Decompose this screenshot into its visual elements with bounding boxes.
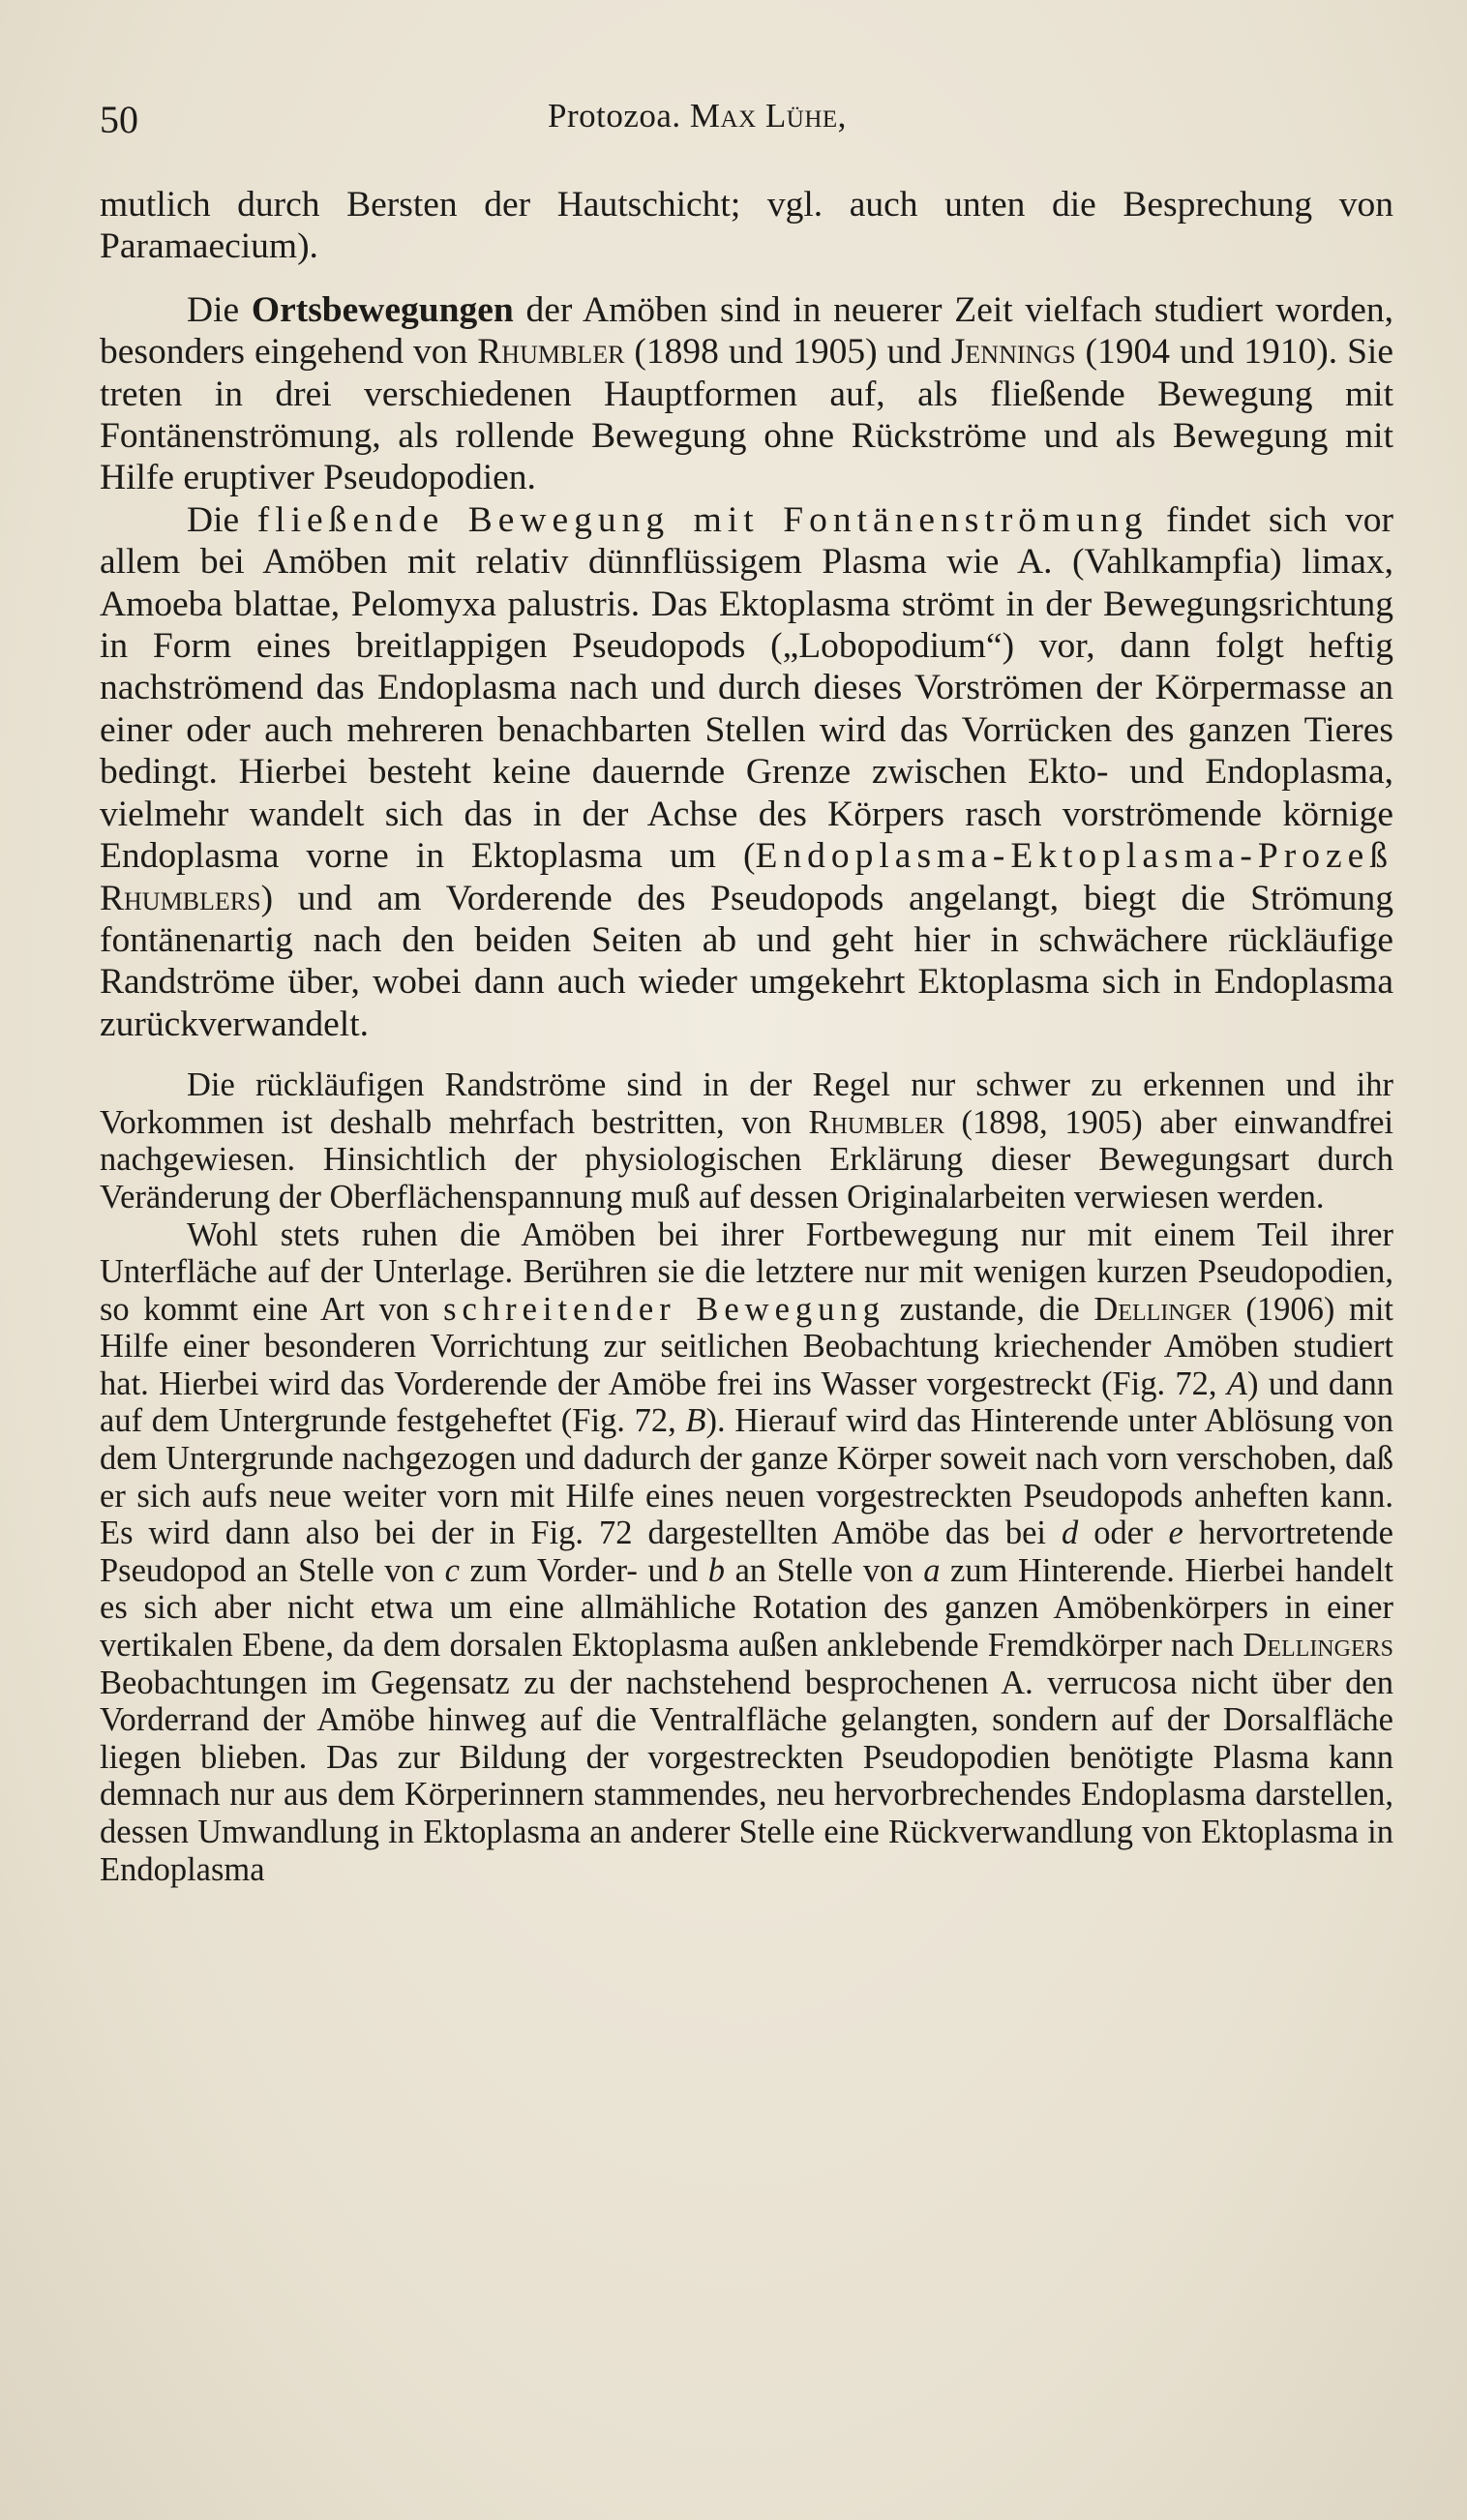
author-name: Max Lühe, <box>689 97 847 135</box>
text-run: Beobachtungen im Gegensatz zu der nachstehend besprochenen A. verrucosa nicht über den Vorderrand der Amöbe hinweg auf die Ventralfläche gelangten, sondern auf der Dorsalfläche liegen blieben. Das zur Bildung der vorgestreckten Pseudopodien benötigte Plasma kann demnach nur aus dem Körperinnern stammendes, neu hervorbrechendes Endoplasma darstellen, dessen Umwandlung in Ektoplasma an anderer Stelle eine Rückverwandlung von Ektoplasma in Endoplasma <box>100 1664 1393 1888</box>
emphasis-fliessende-bewegung: fließende Bewegung mit Fontänenströmung <box>256 499 1149 540</box>
running-header <box>100 97 1396 145</box>
text-run: zum Hinterende. Hierbei handelt es sich aber nicht etwa um eine allmähliche Rotation des ganzen Amöbenkörpers in einer vertikalen Ebene, da dem dorsalen Ektoplasma außen anklebende Fremdkörper nach <box>100 1551 1393 1665</box>
text-run: Die <box>187 289 252 330</box>
author-ref-rhumbler: Rhumbler <box>477 332 625 373</box>
page-number: 50 <box>100 98 138 141</box>
figure-letter-d: d <box>1061 1515 1079 1552</box>
text-run: (1898, 1905) aber einwandfrei nachgewiesen. Hinsichtlich der physiologischen Erklärung dieser Bewegungsart durch Veränderung der Oberflächenspannung muß auf dessen Originalarbeiten verwiesen werden. <box>100 1103 1394 1215</box>
text-run: der Amöben sind in neuerer Zeit vielfach studiert worden, besonders eingehend von <box>100 289 1393 373</box>
author-ref-dellingers: Dellingers <box>1242 1627 1393 1665</box>
text-run: hervortretende Pseudopod an Stelle von <box>100 1515 1393 1589</box>
text-run: (1906) mit Hilfe einer besonderen Vorrichtung zur seitlichen Beobachtung kriechender Amöben studiert hat. Hierbei wird das Vorderende der Amöbe frei ins Wasser vorgestreckt (Fig. 72, <box>100 1290 1393 1402</box>
figure-letter-a: a <box>923 1551 941 1589</box>
text-run: Die <box>187 499 257 540</box>
small-print-section <box>100 1066 1393 1888</box>
paragraph-ortsbewegungen <box>100 289 1393 499</box>
text-run: (1904 und 1910). Sie treten in drei verschiedenen Hauptformen auf, als fließende Bewegung mit Fontänenströmung, als rollende Bewegung ohne Rückströme und als Bewegung mit Hilfe eruptiver Pseudopodien. <box>100 332 1393 498</box>
paragraph-fliessende-bewegung <box>100 499 1393 1045</box>
text-run: Wohl stets ruhen die Amöben bei ihrer Fortbewegung nur mit einem Teil ihrer Unterfläche auf der Unterlage. Berühren sie die letztere nur mit wenigen kurzen Pseudopodien, so kommt eine Art von <box>100 1215 1393 1328</box>
body-text <box>100 184 1393 1888</box>
paragraph-randstroeme <box>100 1066 1393 1215</box>
text-run: ) und am Vorderende des Pseudopods angelangt, biegt die Strömung fontänenartig nach den beiden Seiten ab und geht hier in schwächere rückläufige Randströme über, wobei dann auch wieder umgekehrt Ektoplasma sich in Endoplasma zurückverwandelt. <box>100 878 1393 1044</box>
paragraph-schreitende-bewegung <box>100 1216 1393 1889</box>
section-title: Protozoa. <box>548 97 681 135</box>
keyword-ortsbewegungen: Ortsbewegungen <box>251 289 514 330</box>
figure-letter-e: e <box>1168 1515 1183 1552</box>
author-ref-jennings: Jennings <box>950 332 1076 373</box>
text-run: oder <box>1078 1515 1169 1552</box>
text-run: zum Vorder- und <box>459 1551 708 1589</box>
author-ref-rhumbler: Rhumbler <box>808 1103 944 1141</box>
running-head <box>548 97 847 135</box>
author-ref-rhumblers: Rhumblers <box>100 878 261 918</box>
text-run: an Stelle von <box>725 1551 924 1589</box>
figure-label-a: A <box>1226 1365 1247 1402</box>
figure-letter-c: c <box>444 1551 460 1589</box>
text-run: (1898 und 1905) und <box>624 332 951 373</box>
author-ref-dellinger: Dellinger <box>1093 1290 1232 1328</box>
figure-label-b: B <box>685 1402 706 1440</box>
text-run: findet sich vor allem bei Amöben mit relativ dünnflüssigem Plasma wie A. (Vahlkampfia) limax, Amoeba blattae, Pelomyxa palustris. Das Ektoplasma strömt in der Bewegungsrichtung in Form eines breitlappigen Pseudopods („Lobopodium“) vor, dann folgt heftig nachströmend das Endoplasma nach und durch dieses Vorströmen der Körpermasse an einer oder auch mehreren benachbarten Stellen wird das Vorrücken des ganzen Tieres bedingt. Hierbei besteht keine dauernde Grenze zwischen Ekto- und Endoplasma, vielmehr wandelt sich das in der Achse des Körpers rasch vorströmende körnige Endoplasma vorne in Ektoplasma um ( <box>100 499 1393 877</box>
emphasis-endoplasma-prozess: Endoplasma-Ektoplasma-Prozeß <box>755 836 1393 877</box>
emphasis-schreitende-bewegung: schreitender Bewegung <box>443 1290 885 1328</box>
text-run: Die rückläufigen Randströme sind in der Regel nur schwer zu erkennen und ihr Vorkommen ist deshalb mehrfach bestritten, von <box>100 1066 1393 1141</box>
paragraph-continuation: mutlich durch Bersten der Hautschicht; vgl. auch unten die Besprechung von Paramaecium). <box>100 185 1393 267</box>
figure-letter-b: b <box>707 1551 726 1589</box>
text-run: zustande, die <box>884 1290 1094 1328</box>
text-run: ). Hierauf wird das Hinterende unter Ablösung von dem Untergrunde nachgezogen und dadurch der ganze Körper soweit nach vorn verschoben, daß er sich aufs neue weiter vorn mit Hilfe eines neuen vorgestreckten Pseudopods anheften kann. Es wird dann also bei der in Fig. 72 dargestellten Amöbe das bei <box>100 1402 1393 1552</box>
large-print-section <box>100 184 1393 1045</box>
text-run: ) und dann auf dem Untergrunde festgeheftet (Fig. 72, <box>100 1365 1393 1440</box>
